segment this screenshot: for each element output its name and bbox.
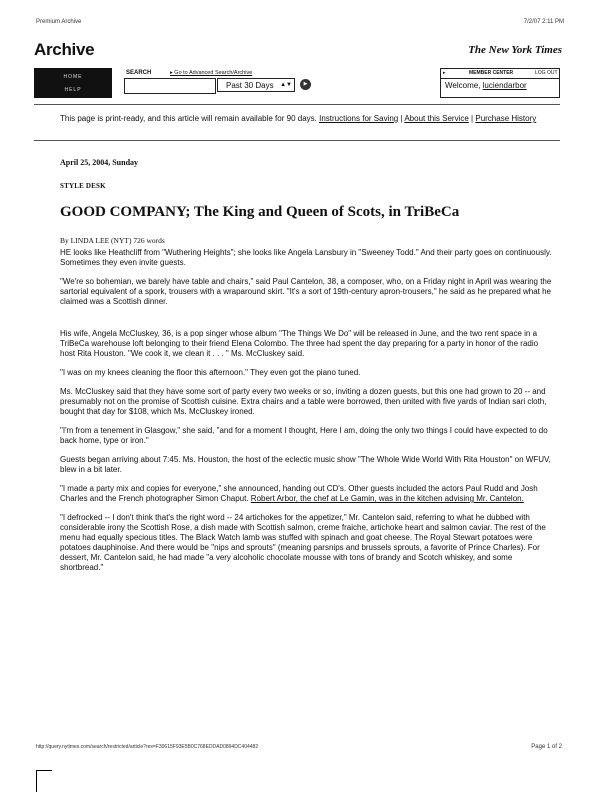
- notice-text: This page is print-ready, and this article will remain available for 90 days.: [60, 114, 317, 123]
- nyt-logo[interactable]: The New York Times: [468, 44, 562, 56]
- welcome-prefix: Welcome,: [445, 81, 481, 90]
- home-link[interactable]: HOME: [63, 74, 83, 80]
- notice-rule: [34, 140, 560, 141]
- article-date: April 25, 2004, Sunday: [60, 158, 139, 167]
- paragraph-1: HE looks like Heathcliff from "Wuthering Heights"; she looks like Angela Lansbury in "Sweeney Todd." And their party goes on continuously. Sometimes they even invite guests.: [60, 248, 552, 267]
- print-header-left: Premium Archive: [36, 19, 82, 25]
- article-headline: GOOD COMPANY; The King and Queen of Scots, in TriBeCa: [60, 204, 460, 220]
- about-service-link[interactable]: About this Service: [404, 114, 469, 123]
- instructions-for-saving-link[interactable]: Instructions for Saving: [319, 114, 399, 123]
- paragraph-2: "We're so bohemian, we barely have table and chairs," said Paul Cantelon, 38, a composer, who, on a Friday night in April was wearing the sartorial equivalent of a spork, trousers with a wraparound skirt. "It's a sort of 19th-century apron-trousers," he said as he prepared what he claimed was a Scottish dinner.: [60, 277, 552, 306]
- search-label: SEARCH: [126, 70, 152, 76]
- welcome-text: [445, 81, 527, 90]
- member-bar: [441, 69, 559, 79]
- paragraph-7: Guests began arriving about 7:45. Ms. Houston, the host of the eclectic music show "The Whole Wide World With Rita Houston" on WFUV, blew in a bit later.: [60, 455, 551, 474]
- corner-mark-horizontal: [36, 770, 52, 771]
- article-byline: By LINDA LEE (NYT) 726 words: [60, 236, 165, 245]
- help-link[interactable]: HELP: [64, 87, 82, 93]
- date-range-value: Past 30 Days: [226, 81, 274, 90]
- member-center-link[interactable]: MEMBER CENTER: [469, 70, 514, 76]
- print-notice: This page is print-ready, and this article will remain available for 90 days. Instructions for Saving | About this Service | Purchase History: [60, 114, 537, 123]
- paragraph-8-main: "I made a party mix and copies for everyone," she announced, handing out CD's. Other guests included the actors Paul Rudd and Josh Charles and the French photographer Simon Chaput.: [60, 484, 538, 503]
- archive-title: Archive: [34, 40, 95, 59]
- nav-box: [34, 68, 112, 98]
- paragraph-5: Ms. McCluskey said that they have some sort of party every two weeks or so, inviting a dozen guests, but this one had grown to 20 -- and presumably not on the promise of Scottish cuisine. Extra chairs and a table were borrowed, then united with five yards of Indian sari cloth, bought that day for $108, which Ms. McCluskey ironed.: [60, 387, 547, 416]
- member-arrow-icon: ▸: [443, 70, 446, 76]
- member-box: [440, 68, 560, 98]
- log-out-link[interactable]: LOG OUT: [535, 70, 558, 76]
- paragraph-3: His wife, Angela McCluskey, 36, is a pop singer whose album "The Things We Do" will be released in June, and the two rent space in a TriBeCa warehouse loft belonging to their friend Elena Colombo. The three had spent the day preparing for a party in honor of the radio host Rita Houston. "We cook it, we clean it . . . " Ms. McCluskey said.: [60, 329, 539, 358]
- search-go-button[interactable]: ▶: [300, 79, 311, 90]
- page-number: Page 1 of 2: [531, 744, 562, 750]
- paragraph-4: "I was on my knees cleaning the floor this afternoon." They even got the piano tuned.: [60, 368, 361, 377]
- paragraph-8-underlined: Robert Arbor, the chef at Le Gamin, was in the kitchen advising Mr. Cantelon.: [250, 494, 524, 503]
- article-body: [60, 248, 555, 582]
- footer-url: http://query.nytimes.com/search/restricted/article?res=F30615F93E5B0C768EDDAD0894DC404482: [36, 744, 259, 750]
- username-link[interactable]: luciendarbor: [482, 81, 527, 90]
- search-input[interactable]: [124, 78, 216, 94]
- paragraph-8: [60, 484, 555, 504]
- select-arrows-icon: ▲▼: [280, 82, 292, 88]
- paragraph-9: "I defrocked -- I don't think that's the right word -- 24 artichokes for the appetizer," Mr. Cantelon said, referring to what he dubbed with considerable irony the Scottish Rose, a dish made with Scottish salmon, creme fraiche, artichoke heart and salmon caviar. The rest of the menu had equally specious titles. The Black Watch lamb was stuffed with spinach and goat cheese. The Royal Stewart potatoes were potatoes dauphinoise. And there would be "nips and sprouts" (meaning parsnips and brussels sprouts, a favorite of Prince Charles). For dessert, Mr. Cantelon said, he had made "a very alcoholic chocolate mousse with tons of brandy and Scotch whiskey, and some shortbread.": [60, 513, 546, 572]
- paragraph-6: "I'm from a tenement in Glasgow," she said, "and for a moment I thought, Here I am, doing the only two things I could have expected to do back home, type or iron.": [60, 426, 548, 445]
- corner-mark-vertical: [36, 770, 37, 792]
- purchase-history-link[interactable]: Purchase History: [475, 114, 537, 123]
- print-header-right: 7/2/07 2:11 PM: [523, 19, 564, 25]
- header-rule: [34, 104, 560, 105]
- advanced-search-link[interactable]: ▸ Go to Advanced Search/Archive: [170, 70, 253, 76]
- date-range-select[interactable]: [217, 78, 295, 92]
- article-desk: STYLE DESK: [60, 182, 106, 190]
